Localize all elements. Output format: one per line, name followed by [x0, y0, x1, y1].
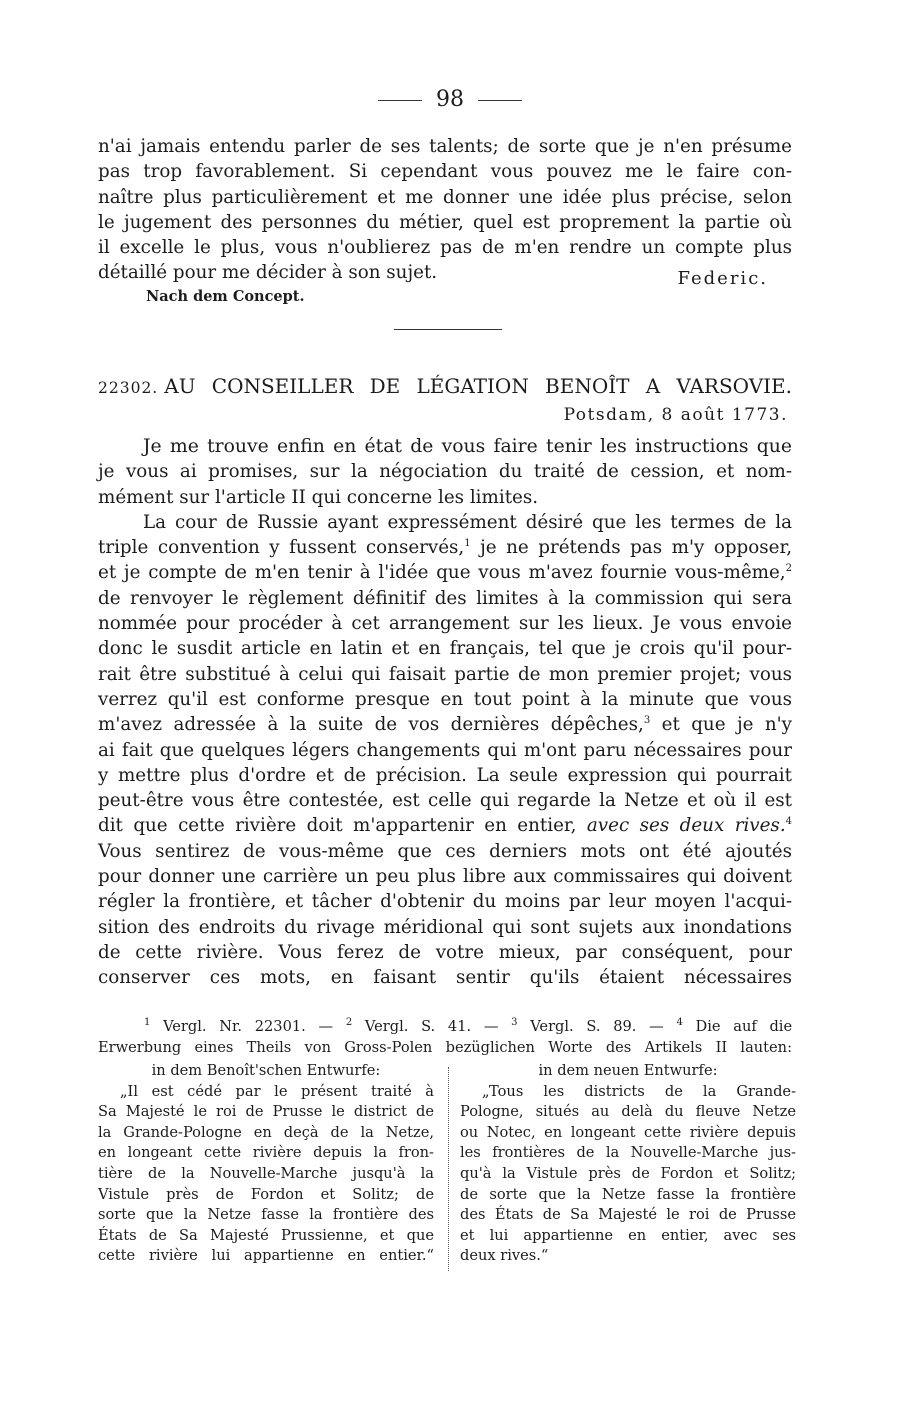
- quote-line: Vistule près de Fordon et Solitz; de: [98, 1185, 434, 1203]
- quote-line: et lui appartienne en entier, avec ses: [460, 1226, 796, 1244]
- footnote-mark[interactable]: 2: [785, 563, 792, 575]
- letter-dateline: Potsdam, 8 août 1773.: [563, 405, 788, 425]
- quote-line: Pologne, situés au delà du fleuve Netze: [460, 1103, 796, 1121]
- footnote-line: Erwerbung eines Theils von Gross-Polen bezüglichen Worte des Artikels II lauten:: [98, 1038, 792, 1056]
- footnote-mark[interactable]: 1: [464, 538, 471, 550]
- text-line: pas trop favorablement. Si cependant vous pouvez me le faire con-: [98, 161, 792, 183]
- quote-line: la Grande-Pologne en deçà de la Netze,: [98, 1123, 434, 1141]
- text-line: donc le susdit article en latin et en français, tel que je crois qu'il pour-: [98, 638, 792, 660]
- footnote-mark[interactable]: 4: [785, 816, 792, 828]
- text-line: je vous ai promises, sur la négociation du traité de cession, et nom-: [98, 461, 792, 483]
- quote-line: cette rivière lui appartienne en entier.“: [98, 1247, 434, 1265]
- footnote-mark[interactable]: 3: [643, 715, 651, 727]
- letter-heading: [98, 372, 792, 402]
- footnote-columns: [98, 1061, 796, 1275]
- quote-line: Sa Majesté le roi de Prusse le district de: [98, 1103, 434, 1121]
- text-line-last: détaillé pour me décider à son sujet. Federic.: [98, 260, 792, 285]
- text-line: m'avez adressée à la suite de vos dernières dépêches,$^3$ et que je n'y: [98, 714, 792, 736]
- quote-line: tière de la Nouvelle-Marche jusqu'à la: [98, 1164, 434, 1182]
- text-line: naître plus particulièrement et me donner une idée plus précise, selon: [98, 186, 792, 208]
- text-line: conserver ces mots, en faisant sentir qu'ils étaient nécessaires: [98, 967, 792, 989]
- text-line: le jugement des personnes du métier, quel est proprement la partie où: [98, 211, 792, 233]
- quote-line: sorte que la Netze fasse la frontière des: [98, 1206, 434, 1224]
- text-line: mément sur l'article II qui concerne les limites.: [98, 486, 539, 508]
- quote-line: de sorte que la Netze fasse la frontière: [460, 1185, 796, 1203]
- text-line: de cette rivière. Vous ferez de votre mieux, par conséquent, pour: [98, 941, 792, 963]
- letter-number: 22302.: [98, 379, 159, 397]
- text-line: ai fait que quelques légers changements qui m'ont paru nécessaires pour: [98, 739, 792, 761]
- quote-line: les frontières de la Nouvelle-Marche jus-: [460, 1144, 796, 1162]
- text-line: de renvoyer le règlement définitif des limites à la commission qui sera: [98, 587, 792, 609]
- text-line: Vous sentirez de vous-même que ces derniers mots ont été ajoutés: [98, 840, 792, 862]
- text-line: peut-être vous être contestée, est celle qui regarde la Netze et où il est: [98, 790, 792, 812]
- column-divider: [448, 1067, 449, 1271]
- quote-line: États de Sa Majesté Prussienne, et que: [98, 1226, 434, 1244]
- text-line: La cour de Russie ayant expressément désiré que les termes de la: [143, 511, 792, 533]
- text-line: verrez qu'il est conforme presque en tout point à la minute que vous: [98, 688, 792, 710]
- quote-line: qu'à la Vistule près de Fordon et Solitz;: [460, 1164, 796, 1182]
- text-line: n'ai jamais entendu parler de ses talents; de sorte que je n'en présume: [98, 136, 792, 157]
- text-line: régler la frontière, et tâcher d'obtenir du moins par leur moyen l'acqui-: [98, 891, 792, 913]
- previous-letter-text: [98, 134, 792, 308]
- footnotes: [98, 1017, 792, 1058]
- text-line: dit que cette rivière doit m'appartenir en entier, avec ses deux rives.$^4$: [98, 815, 792, 837]
- text-line: il excelle le plus, vous n'oublierez pas de m'en rendre un compte plus: [98, 237, 792, 259]
- letter-title: AU CONSEILLER DE LÉGATION BENOÎT A VARSOVIE.: [164, 374, 792, 398]
- footnote-line: $^1$ Vergl. Nr. 22301. — $^2$ Vergl. S. 41. — $^3$ Vergl. S. 89. — $^4$ Die auf die: [144, 1017, 793, 1035]
- quote-line: „Il est cédé par le présent traité à: [120, 1082, 434, 1100]
- text-line: y mettre plus d'ordre et de précision. La seule expression qui pourrait: [98, 764, 792, 786]
- quote-line: „Tous les districts de la Grande-: [482, 1082, 796, 1100]
- text-line: et je compte de m'en tenir à l'idée que vous m'avez fournie vous-même,$^2$: [98, 562, 792, 584]
- footnote-column-benoit: [98, 1061, 434, 1267]
- column-heading: in dem Benoît'schen Entwurfe:: [151, 1062, 381, 1079]
- page-number-dash-left: [378, 100, 422, 101]
- text-line: Je me trouve enfin en état de vous faire tenir les instructions que: [143, 436, 792, 457]
- text-line: nommée pour procéder à cet arrangement sur les lieux. Je vous envoie: [98, 613, 792, 635]
- footnote-column-new: [460, 1061, 796, 1267]
- text-line: rait être substitué à celui qui faisait partie de mon premier projet; vous: [98, 663, 792, 685]
- source-note: Nach dem Concept.: [146, 287, 305, 305]
- quote-line: en longeant cette rivière depuis la fron-: [98, 1144, 434, 1162]
- column-heading: in dem neuen Entwurfe:: [538, 1062, 718, 1079]
- text-line: sition des endroits du rivage méridional qui sont sujets aux inondations: [98, 916, 792, 938]
- page-number: 98: [0, 86, 900, 114]
- quote-line: des États de Sa Majesté le roi de Prusse: [460, 1206, 796, 1224]
- letter-body: [98, 434, 792, 991]
- signature: Federic.: [677, 268, 768, 290]
- quote-line: ou Notec, en longeant cette rivière depuis: [460, 1123, 796, 1141]
- section-divider: [394, 329, 502, 330]
- text-line: triple convention y fussent conservés,$^1$ je ne prétends pas m'y opposer,: [98, 537, 793, 559]
- quote-line: deux rives.“: [460, 1247, 549, 1265]
- page-number-dash-right: [478, 100, 522, 101]
- text-line: pour donner une carrière un peu plus libre aux commissaires qui doivent: [98, 866, 792, 888]
